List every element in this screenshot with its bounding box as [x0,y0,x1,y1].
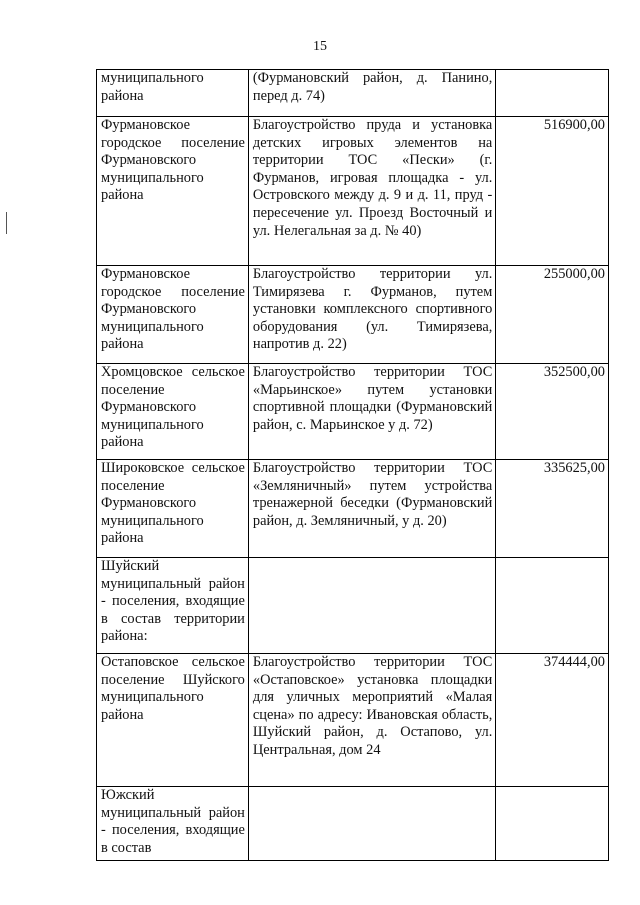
project-cell [248,117,495,266]
amount-cell [496,654,609,787]
amount-value: 255000,00 [543,266,605,282]
amount-cell [496,117,609,266]
recipient-name: муниципального района [101,70,204,104]
amount-cell [496,558,609,654]
page-number: 15 [313,39,327,54]
table-row [97,70,609,117]
recipient-name: Хромцовское сельское поселение Фурмановского муниципального района [101,364,245,451]
recipient-cell [97,460,249,558]
grants-table [96,69,609,861]
project-cell [248,460,495,558]
recipient-name: Остаповское сельское поселение Шуйского муниципального района [101,654,245,723]
recipient-cell [97,364,249,460]
project-cell [248,266,495,364]
table-row [97,558,609,654]
table-row [97,460,609,558]
project-description: Благоустройство пруда и установка детских игровых элементов на территории ТОС «Пески» (г. Фурманов, игровая площадка - ул. Островского между д. 9 и д. 11, пруд - пересечение ул. Проезд Восточный и ул. Нелегальная за д. № 40) [252,117,493,239]
project-description: Благоустройство территории ул. Тимирязева г. Фурманов, путем установки комплексного спортивного оборудования (ул. Тимирязева, напротив д. 22) [252,266,493,353]
project-description: (Фурмановский район, д. Панино, перед д. 74) [252,70,493,104]
recipient-name: Фурмановское городское поселение Фурмановского муниципального района [101,266,245,353]
project-cell [248,787,495,861]
margin-mark [6,212,7,234]
amount-cell [496,70,609,117]
amount-value: 335625,00 [543,460,605,476]
project-cell [248,70,495,117]
table-row [97,654,609,787]
project-description: Благоустройство территории ТОС «Остаповское» установка площадки для уличных мероприятий «Малая сцена» по адресу: Ивановская область, Шуйский район, д. Остапово, ул. Центральная, дом 24 [252,654,493,758]
project-cell [248,364,495,460]
recipient-name: Фурмановское городское поселение Фурмановского муниципального района [101,117,245,204]
amount-value: 374444,00 [543,654,605,670]
project-cell [248,558,495,654]
recipient-name: Шуйский муниципальный район - поселения, входящие в состав территории района: [101,558,245,645]
recipient-cell [97,787,249,861]
table-row [97,117,609,266]
amount-value: 516900,00 [543,117,605,133]
amount-value: 352500,00 [543,364,605,380]
project-cell [248,654,495,787]
recipient-cell [97,117,249,266]
table-row [97,266,609,364]
recipient-name: Южский муниципальный район - поселения, входящие в состав [101,787,245,856]
table-row [97,364,609,460]
recipient-cell [97,558,249,654]
recipient-cell [97,266,249,364]
amount-cell [496,266,609,364]
project-description: Благоустройство территории ТОС «Земляничный» путем устройства тренажерной беседки (Фурмановский район, д. Земляничный, у д. 20) [252,460,493,529]
project-description: Благоустройство территории ТОС «Марьинское» путем установки спортивной площадки (Фурмановский район, с. Марьинское у д. 72) [252,364,493,433]
amount-cell [496,787,609,861]
recipient-cell [97,654,249,787]
table-row [97,787,609,861]
recipient-cell [97,70,249,117]
amount-cell [496,364,609,460]
amount-cell [496,460,609,558]
recipient-name: Широковское сельское поселение Фурмановского муниципального района [101,460,245,547]
